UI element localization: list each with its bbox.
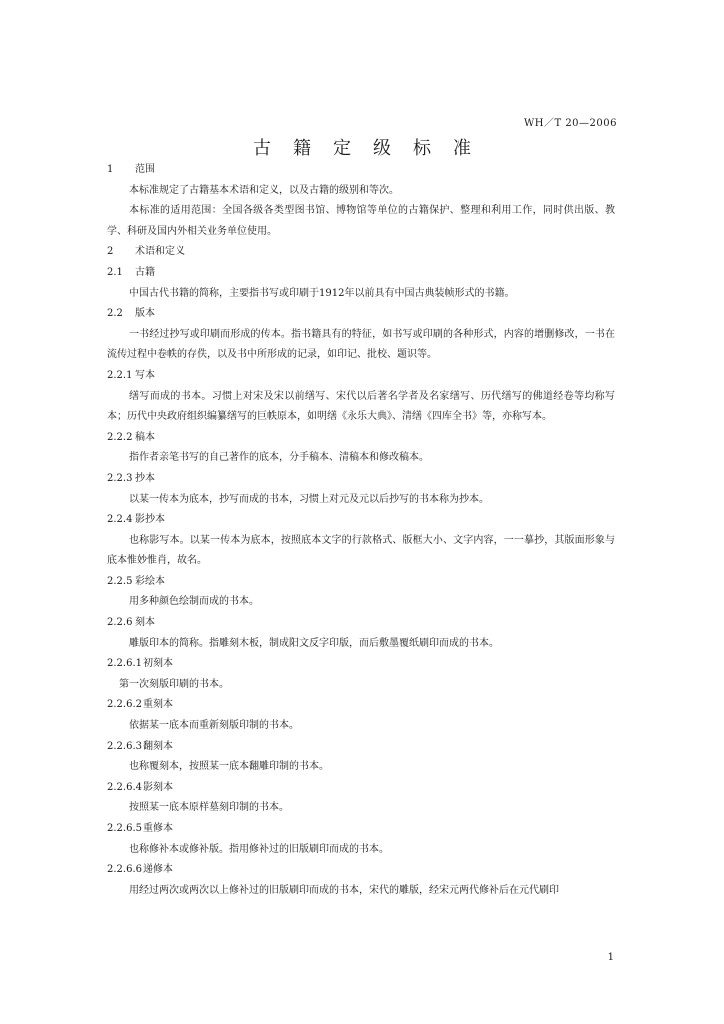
section-title: 古籍 [135, 266, 155, 278]
section-heading [107, 695, 615, 716]
section-number: 2.2.6.4 [107, 781, 142, 793]
section-title: 初刻本 [143, 658, 173, 670]
section-number: 2.2.6.5 [107, 823, 142, 834]
section-number: 2.2.4 [107, 514, 133, 526]
paragraph: 用多种颜色绘制而成的书本。 [129, 596, 259, 608]
paragraph: 缮写而成的书本。习惯上对宋及宋以前缮写、宋代以后著名学者及名家缮写、历代缮写的佛道经卷等均称写本；历代中央政府组织编纂缮写的巨帙原本，如明缮《永乐大典》、清缮《四库全书》等，亦称写本。 [107, 390, 615, 423]
paragraph: 指作者亲笔书写的自己著作的底本，分手稿本、清稿本和修改稿本。 [129, 452, 429, 464]
section-heading [107, 242, 615, 263]
section-number: 2.2.6 [107, 617, 133, 629]
section-title: 递修本 [143, 864, 173, 876]
standard-code: WH／T 20—2006 [523, 118, 617, 129]
section-number: 2.2.6.6 [107, 864, 142, 876]
section-title: 翻刻本 [143, 740, 173, 752]
section-heading [107, 263, 615, 284]
section-number: 2.2.6.1 [107, 658, 142, 670]
section-heading [107, 366, 615, 387]
paragraph: 一书经过抄写或印刷而形成的传本。指书籍具有的特征，如书写或印刷的各种形式，内容的增删修改，一书在流传过程中卷帙的存佚，以及书中所形成的记录，如印记、批校、题识等。 [107, 328, 615, 361]
document-title: 古籍定级标准 [253, 138, 493, 159]
section-title: 影抄本 [135, 514, 165, 526]
section-heading [107, 469, 615, 490]
section-title: 抄本 [135, 472, 155, 484]
section-title: 影刻本 [143, 781, 173, 793]
paragraph: 雕版印本的简称。指雕刻木板，制成阳文反字印版，而后敷墨覆纸刷印而成的书本。 [129, 637, 499, 649]
section-heading [107, 819, 615, 840]
section-number: 2.2.6.2 [107, 699, 142, 711]
section-title: 彩绘本 [135, 575, 165, 587]
section-heading [107, 654, 615, 675]
paragraph: 也称影写本。以某一传本为底本，按照底本文字的行款格式、版框大小、文字内容，一一摹抄，其版面形象与底本惟妙惟肖，故名。 [107, 534, 615, 567]
section-heading [107, 160, 615, 181]
section-heading [107, 304, 615, 325]
section-title: 术语和定义 [135, 246, 185, 258]
page-number: 1 [607, 952, 614, 963]
section-heading [107, 737, 615, 758]
section-heading [107, 428, 615, 449]
paragraph: 本标准的适用范围：全国各级各类型图书馆、博物馆等单位的古籍保护、整理和利用工作，同时供出版、教学、科研及国内外相关业务单位使用。 [107, 205, 615, 237]
section-heading [107, 860, 615, 881]
section-number: 2.2.1 [107, 369, 133, 381]
section-number: 2.2.5 [107, 575, 133, 587]
section-heading [107, 778, 615, 799]
section-title: 重修本 [143, 823, 173, 834]
paragraph: 本标准规定了古籍基本术语和定义，以及古籍的级别和等次。 [129, 184, 399, 196]
section-title: 稿本 [135, 431, 155, 443]
section-number: 2.2.6.3 [107, 740, 142, 752]
paragraph: 中国古代书籍的简称，主要指书写或印刷于1912年以前具有中国古典装帧形式的书籍。 [129, 287, 515, 299]
document-body [107, 160, 615, 901]
paragraph: 用经过两次或两次以上修补过的旧版刷印而成的书本，宋代的雕版，经宋元两代修补后在元代刷印 [129, 884, 559, 896]
paragraph: 依据某一底本而重新刻版印制的书本。 [129, 720, 299, 732]
section-number: 2.1 [107, 266, 123, 278]
paragraph: 按照某一底本原样墓刻印制的书本。 [129, 802, 289, 814]
paragraph: 也称修补本或修补版。指用修补过的旧版刷印而成的书本。 [129, 843, 389, 855]
section-heading [107, 613, 615, 634]
paragraph: 也称覆刻本，按照某一底本翻雕印制的书本。 [129, 761, 329, 773]
section-number: 2 [107, 246, 114, 258]
section-title: 写本 [135, 369, 155, 381]
section-number: 1 [107, 164, 114, 175]
section-title: 版本 [135, 308, 155, 320]
section-title: 范围 [135, 164, 155, 175]
section-number: 2.2 [107, 308, 123, 320]
section-title: 刻本 [135, 617, 155, 629]
section-heading [107, 510, 615, 531]
paragraph: 第一次刻版印刷的书本。 [119, 678, 229, 690]
section-title: 重刻本 [143, 699, 173, 711]
section-heading [107, 572, 615, 593]
paragraph: 以某一传本为底本，抄写而成的书本，习惯上对元及元以后抄写的书本称为抄本。 [129, 493, 489, 505]
section-number: 2.2.3 [107, 472, 133, 484]
section-number: 2.2.2 [107, 431, 133, 443]
